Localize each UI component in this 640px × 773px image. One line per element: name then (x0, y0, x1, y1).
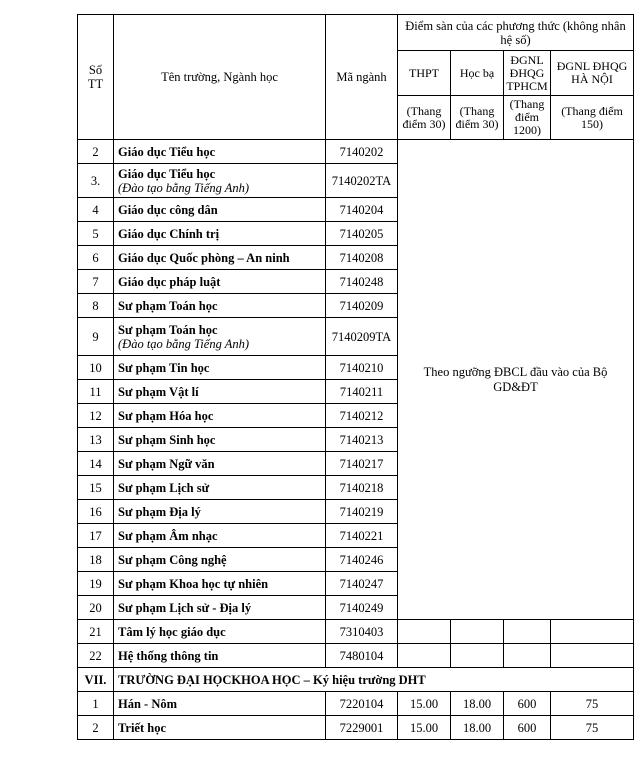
row-stt: 7 (78, 270, 114, 294)
header-scale-hn: (Thang điểm 150) (551, 96, 634, 140)
row-name-cell (114, 500, 326, 524)
row-code: 7140204 (326, 198, 398, 222)
row-name-cell (114, 548, 326, 572)
empty-score-cell (504, 644, 551, 668)
row-name: Sư phạm Toán học (118, 322, 218, 337)
row-stt: 3. (78, 164, 114, 198)
row-code: 7140218 (326, 476, 398, 500)
row-stt: 8 (78, 294, 114, 318)
score-dgnl-hn: 75 (551, 692, 634, 716)
table-row (78, 620, 634, 644)
empty-score-cell (551, 644, 634, 668)
row-name-cell (114, 270, 326, 294)
header-name: Tên trường, Ngành học (114, 15, 326, 140)
row-name-cell (114, 428, 326, 452)
section-title: TRƯỜNG ĐẠI HỌCKHOA HỌC – Ký hiệu trường DHT (114, 668, 634, 692)
row-stt: 13 (78, 428, 114, 452)
header-methods-title: Điểm sàn của các phương thức (không nhân hệ số) (398, 15, 634, 51)
header-scale-hocba: (Thang điểm 30) (451, 96, 504, 140)
table-row (78, 716, 634, 740)
row-name: Hán - Nôm (114, 692, 326, 716)
score-hocba: 18.00 (451, 692, 504, 716)
row-name-cell (114, 294, 326, 318)
row-name-cell (114, 356, 326, 380)
row-name: Sư phạm Khoa học tự nhiên (118, 576, 269, 591)
row-code: 7140249 (326, 596, 398, 620)
row-name-cell (114, 140, 326, 164)
row-stt: 1 (78, 692, 114, 716)
empty-score-cell (451, 644, 504, 668)
row-stt: 14 (78, 452, 114, 476)
row-code: 7140213 (326, 428, 398, 452)
row-note: (Đào tạo bằng Tiếng Anh) (118, 180, 250, 195)
merged-threshold-note: Theo ngưỡng ĐBCL đầu vào của Bộ GD&ĐT (398, 140, 634, 620)
row-stt: 19 (78, 572, 114, 596)
row-stt: 20 (78, 596, 114, 620)
row-code: 7310403 (326, 620, 398, 644)
row-name-cell (114, 524, 326, 548)
header-dgnl-hn: ĐGNL ĐHQG HÀ NỘI (551, 51, 634, 96)
row-stt: 6 (78, 246, 114, 270)
empty-score-cell (398, 620, 451, 644)
score-dgnl-hcm: 600 (504, 692, 551, 716)
row-name: Triết học (114, 716, 326, 740)
row-stt: 9 (78, 318, 114, 356)
row-code: 7140208 (326, 246, 398, 270)
row-code: 7480104 (326, 644, 398, 668)
header-dgnl-hcm: ĐGNL ĐHQG TPHCM (504, 51, 551, 96)
row-code: 7140202TA (326, 164, 398, 198)
row-stt: 2 (78, 716, 114, 740)
row-name: Sư phạm Hóa học (118, 408, 214, 423)
row-name: Giáo dục Tiểu học (118, 166, 216, 181)
empty-score-cell (398, 644, 451, 668)
row-name: Giáo dục công dân (118, 202, 218, 217)
row-note: (Đào tạo bằng Tiếng Anh) (118, 336, 250, 351)
row-name: Giáo dục Chính trị (118, 226, 220, 241)
score-thpt: 15.00 (398, 692, 451, 716)
table-row (78, 140, 634, 164)
row-code: 7140248 (326, 270, 398, 294)
row-stt: 2 (78, 140, 114, 164)
row-stt: 12 (78, 404, 114, 428)
row-code: 7140247 (326, 572, 398, 596)
row-name: Tâm lý học giáo dục (114, 620, 326, 644)
row-code: 7229001 (326, 716, 398, 740)
section-row (78, 668, 634, 692)
section-stt: VII. (78, 668, 114, 692)
row-name: Sư phạm Lịch sử (118, 480, 210, 495)
row-name-cell (114, 452, 326, 476)
row-stt: 18 (78, 548, 114, 572)
row-name-cell (114, 476, 326, 500)
row-name-cell (114, 198, 326, 222)
row-name: Sư phạm Toán học (118, 298, 218, 313)
row-name: Sư phạm Lịch sử - Địa lý (118, 600, 252, 615)
row-code: 7140221 (326, 524, 398, 548)
row-stt: 21 (78, 620, 114, 644)
row-code: 7140219 (326, 500, 398, 524)
empty-score-cell (551, 620, 634, 644)
row-code: 7140210 (326, 356, 398, 380)
header-scale-thpt: (Thang điểm 30) (398, 96, 451, 140)
row-name-cell (114, 164, 326, 198)
row-name: Sư phạm Công nghệ (118, 552, 227, 567)
row-stt: 17 (78, 524, 114, 548)
table-row (78, 644, 634, 668)
row-name: Giáo dục Quốc phòng – An ninh (118, 250, 290, 265)
row-stt: 15 (78, 476, 114, 500)
header-stt: Số TT (78, 15, 114, 140)
score-hocba: 18.00 (451, 716, 504, 740)
row-code: 7140209 (326, 294, 398, 318)
row-stt: 5 (78, 222, 114, 246)
row-name: Sư phạm Tin học (118, 360, 210, 375)
row-name-cell (114, 222, 326, 246)
row-code: 7140205 (326, 222, 398, 246)
row-stt: 22 (78, 644, 114, 668)
score-thpt: 15.00 (398, 716, 451, 740)
row-code: 7140217 (326, 452, 398, 476)
row-code: 7140246 (326, 548, 398, 572)
row-name: Giáo dục Tiểu học (118, 144, 216, 159)
row-stt: 11 (78, 380, 114, 404)
row-code: 7140212 (326, 404, 398, 428)
row-name-cell (114, 318, 326, 356)
score-dgnl-hn: 75 (551, 716, 634, 740)
row-name: Sư phạm Địa lý (118, 504, 201, 519)
header-scale-hcm: (Thang điểm 1200) (504, 96, 551, 140)
header-code: Mã ngành (326, 15, 398, 140)
row-code: 7220104 (326, 692, 398, 716)
table-row (78, 692, 634, 716)
row-name: Sư phạm Âm nhạc (118, 528, 218, 543)
row-code: 7140211 (326, 380, 398, 404)
row-name-cell (114, 404, 326, 428)
empty-score-cell (504, 620, 551, 644)
row-code: 7140202 (326, 140, 398, 164)
row-name-cell (114, 596, 326, 620)
row-code: 7140209TA (326, 318, 398, 356)
row-name-cell (114, 572, 326, 596)
row-name: Sư phạm Vật lí (118, 384, 199, 399)
row-name-cell (114, 380, 326, 404)
header-hocba: Học bạ (451, 51, 504, 96)
row-name: Hệ thống thông tin (114, 644, 326, 668)
row-stt: 10 (78, 356, 114, 380)
empty-score-cell (451, 620, 504, 644)
row-name: Sư phạm Sinh học (118, 432, 216, 447)
row-stt: 4 (78, 198, 114, 222)
row-stt: 16 (78, 500, 114, 524)
row-name: Sư phạm Ngữ văn (118, 456, 215, 471)
row-name-cell (114, 246, 326, 270)
header-thpt: THPT (398, 51, 451, 96)
admission-score-table (77, 14, 634, 740)
score-dgnl-hcm: 600 (504, 716, 551, 740)
row-name: Giáo dục pháp luật (118, 274, 221, 289)
